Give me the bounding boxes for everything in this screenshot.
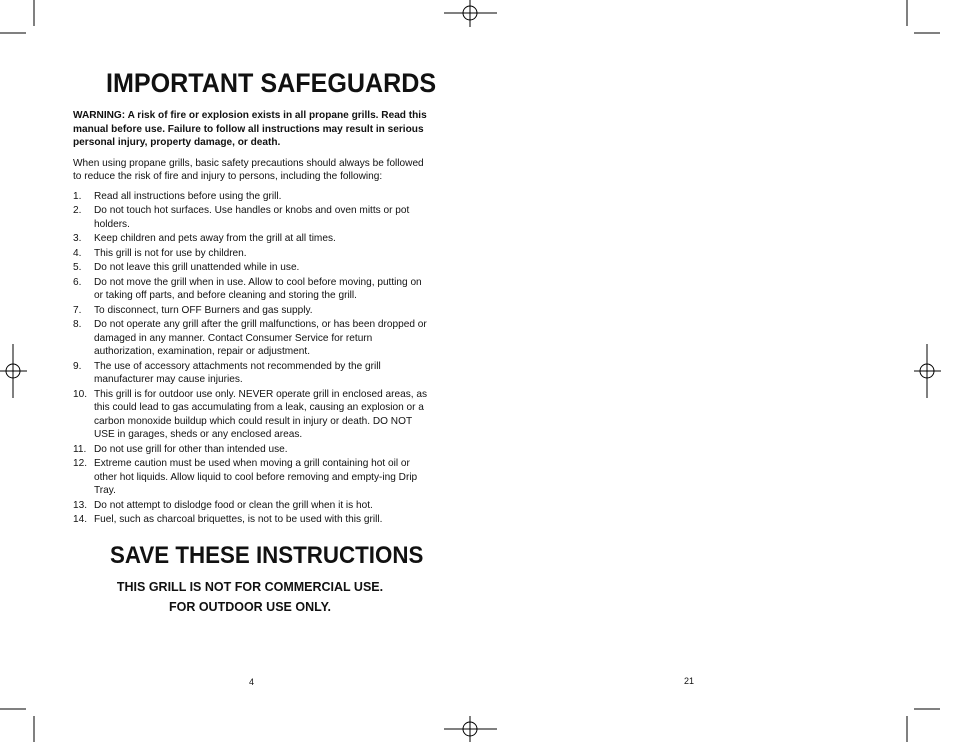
list-item — [73, 190, 429, 204]
list-item — [73, 499, 429, 513]
list-item-text: Do not leave this grill unattended while in use. — [94, 262, 300, 273]
list-item — [73, 232, 429, 246]
save-instructions-title: SAVE THESE INSTRUCTIONS — [110, 541, 424, 569]
list-item-text: Read all instructions before using the grill. — [94, 190, 282, 202]
registration-mark-bottom — [444, 716, 497, 742]
list-item — [73, 247, 429, 261]
list-item-text: Do not operate any grill after the grill malfunctions, or has been dropped or damaged in any manner. Contact Consumer Service for return authorization, examination, repair or adjustment. — [94, 319, 427, 357]
list-item-number: 13. — [73, 499, 88, 511]
list-item — [73, 388, 429, 442]
list-item-text: This grill is not for use by children. — [94, 247, 247, 259]
list-item-number: 7. — [73, 304, 82, 316]
list-item — [73, 261, 429, 275]
list-item-number: 11. — [73, 443, 87, 455]
registration-mark-right — [914, 344, 941, 398]
usage-notice — [73, 577, 429, 617]
list-item-number: 14. — [73, 514, 88, 525]
list-item — [73, 318, 429, 359]
registration-mark-left — [0, 344, 27, 398]
safeguard-list — [73, 190, 429, 527]
notice-outdoor: FOR OUTDOOR USE ONLY. — [168, 599, 332, 614]
list-item-number: 1. — [73, 190, 82, 202]
list-item-number: 3. — [73, 233, 82, 244]
list-item-text: This grill is for outdoor use only. NEVER operate grill in enclosed areas, as this could lead to gas accumulating from a leak, causing an explosion or a carbon monoxide buildup which could result in injury or death. DO NOT USE in garages, sheds or any enclosed areas. — [94, 388, 428, 440]
list-item — [73, 304, 429, 318]
list-item — [73, 360, 429, 387]
warning-text: WARNING: A risk of fire or explosion exists in all propane grills. Read this manual before use. Failure to follow all instructions may result in serious personal injury, property damage, or death. — [73, 110, 427, 148]
list-item-number: 10. — [73, 388, 88, 400]
list-item-text: Do not attempt to dislodge food or clean the grill when it is hot. — [94, 499, 373, 511]
list-item-number: 9. — [73, 360, 82, 372]
left-page-content — [73, 66, 437, 617]
list-item-number: 4. — [73, 247, 82, 259]
list-item-number: 6. — [73, 276, 82, 288]
intro-text: When using propane grills, basic safety precautions should always be followed to reduce the risk of fire and injury to persons, including the following: — [73, 157, 424, 182]
list-item-text: Do not move the grill when in use. Allow to cool before moving, putting on or taking off parts, and before cleaning and storing the grill. — [94, 276, 422, 301]
page-number-left: 4 — [249, 677, 255, 687]
list-item — [73, 457, 429, 498]
list-item-text: Fuel, such as charcoal briquettes, is not to be used with this grill. — [94, 514, 383, 525]
list-item-text: Do not touch hot surfaces. Use handles or knobs and oven mitts or pot holders. — [94, 205, 410, 230]
list-item-text: Do not use grill for other than intended use. — [94, 443, 288, 455]
list-item-text: The use of accessory attachments not recommended by the grill manufacturer may cause injuries. — [94, 360, 381, 385]
list-item — [73, 276, 429, 303]
list-item-text: Extreme caution must be used when moving a grill containing hot oil or other hot liquids. Allow liquid to cool before removing and empty-ing Drip Tray. — [94, 458, 418, 496]
page-title: IMPORTANT SAFEGUARDS — [106, 68, 437, 98]
list-item — [73, 513, 429, 527]
notice-commercial: THIS GRILL IS NOT FOR COMMERCIAL USE. — [116, 579, 384, 594]
list-item-number: 5. — [73, 262, 82, 273]
list-item — [73, 443, 429, 457]
registration-mark-top — [444, 0, 497, 27]
list-item-text: To disconnect, turn OFF Burners and gas supply. — [94, 304, 313, 316]
list-item-number: 2. — [73, 205, 82, 216]
list-item-number: 8. — [73, 319, 82, 330]
page-number-right: 21 — [684, 676, 695, 686]
list-item — [73, 204, 429, 231]
list-item-number: 12. — [73, 458, 88, 469]
list-item-text: Keep children and pets away from the grill at all times. — [94, 233, 336, 244]
